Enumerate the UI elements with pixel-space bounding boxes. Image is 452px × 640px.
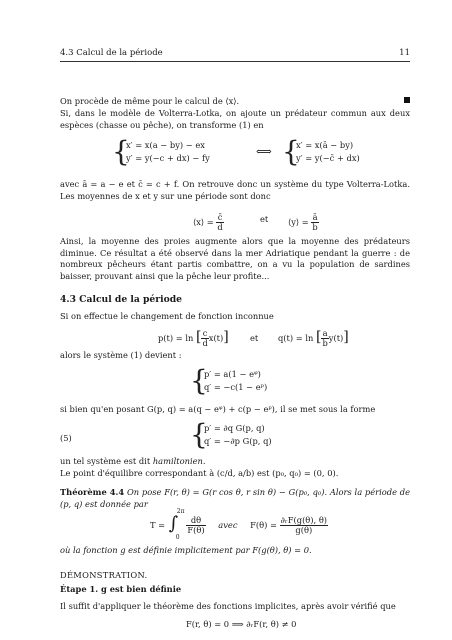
change-p-formula: p(t) = ln [ $\frac{c}{d}$ x(t)]: [158, 328, 229, 348]
period-formula: [150, 508, 328, 541]
period-den: F(θ): [187, 524, 205, 535]
change-q-tail: y(t): [328, 333, 344, 343]
system3-eq2: q′ = −∂p G(p, q): [204, 436, 272, 446]
paragraph-equilibrium: Le point d'équilibre correspondant à (c/d, a/b) est (p₀, q₀) = (0, 0).: [60, 468, 339, 478]
paragraph-predator: Si, dans le modèle de Volterra-Lotka, on ajoute un prédateur commun aux deux espèces (chasse ou pêche), on transforme (1) en: [60, 108, 410, 130]
paragraph-hamiltonian-form: si bien qu'en posant G(p, q) = a(q − eᵠ) + c(p − eᵖ), il se met sous la forme: [60, 404, 376, 414]
mean-y-formula: [288, 213, 319, 232]
change-et: et: [250, 333, 259, 343]
step-1-heading: Étape 1. g est bien définie: [60, 584, 182, 594]
hamiltonian-pre: un tel système est dit: [60, 456, 153, 466]
system1-right-eq1: x′ = x(ā − by): [296, 140, 354, 150]
demonstration-heading: DÉMONSTRATION.: [60, 570, 148, 580]
paragraph-adriatic: Ainsi, la moyenne des proies augmente alors que la moyenne des prédateurs diminue. Ce résultat a été observé dans la mer Adriatique pendant la guerre : de nombreux pêcheurs étant partis combattre, on a vu la population de sardines baisser, prouvant ainsi que la pêche leur profite...: [60, 236, 410, 281]
paragraph-change: Si on effectue le changement de fonction inconnue: [60, 311, 274, 321]
paragraph-system-becomes: alors le système (1) devient :: [60, 350, 182, 360]
f-theta-lhs: F(θ) =: [250, 520, 277, 530]
change-q-formula: q(t) = ln [ $\frac{a}{b}$ y(t)]: [278, 328, 349, 348]
system3-eq1: p′ = ∂q G(p, q): [204, 423, 265, 433]
running-header-section: 4.3 Calcul de la période: [60, 48, 163, 58]
paper-page: [60, 0, 410, 640]
change-q-lhs: q(t) = ln: [278, 333, 314, 343]
paragraph-implicit-theorem: Il suffit d'appliquer le théorème des fonctions implicites, après avoir vérifié que: [60, 601, 396, 611]
theorem-4-4: [60, 487, 410, 510]
left-brace-icon: {: [282, 135, 300, 168]
mean-y-den: b: [312, 222, 318, 232]
qed-square-icon: [404, 97, 410, 103]
system1-right-eq2: y′ = y(−c̄ + dx): [296, 153, 360, 163]
integral-upper-bound: 2π: [176, 508, 185, 515]
change-q-den: b: [322, 338, 328, 348]
hamiltonian-post: .: [202, 456, 206, 466]
change-p-tail: x(t): [208, 333, 224, 343]
page-number: 11: [399, 48, 410, 58]
paragraph-mean-x: On procède de même pour le calcul de ⟨x⟩.: [60, 96, 240, 106]
equation-label-5: (5): [60, 433, 72, 443]
paragraph-volterra: avec ā = a − e et c̄ = c + f. On retrouve donc un système du type Volterra-Lotka. Les moyennes de x et y sur une période sont donc: [60, 179, 410, 201]
f-theta-den: g(θ): [295, 524, 313, 535]
left-brace-icon: {: [190, 364, 208, 397]
theorem-implicit-definition: où la fonction g est définie implicitement par F(g(θ), θ) = 0.: [60, 545, 312, 555]
change-p-num: c: [202, 328, 208, 338]
section-title: 4.3 Calcul de la période: [60, 294, 183, 305]
integral-lower-bound: 0: [175, 534, 180, 541]
left-brace-icon: {: [190, 418, 208, 451]
system1-left-eq1: x′ = x(a − by) − ex: [126, 140, 205, 150]
theorem-statement: On pose F(r, θ) = G(r cos θ, r sin θ) − G(p₀, q₀). Alors la période de (p, q) est donnée par: [60, 487, 410, 509]
system2-eq1: p′ = a(1 − eᵠ): [204, 369, 261, 379]
mean-x-num: c̄: [217, 212, 223, 222]
period-num: dθ: [186, 516, 205, 526]
mean-y-num: ā: [312, 212, 318, 222]
f-theta-num: ∂ᵣF(g(θ), θ): [280, 514, 328, 525]
theorem-label: Théorème 4.4: [60, 487, 125, 497]
integral-sign: ∫: [168, 513, 179, 534]
header-rule: [60, 61, 410, 62]
mean-x-lhs: ⟨x⟩ =: [193, 217, 214, 227]
theorem-avec: avec: [218, 520, 238, 530]
change-q-num: a: [322, 328, 328, 338]
mean-x-formula: [193, 213, 224, 232]
left-brace-icon: {: [112, 135, 130, 168]
change-p-den: d: [202, 338, 208, 348]
mean-x-den: d: [217, 222, 223, 232]
hamiltonian-term: hamiltonien: [152, 456, 203, 466]
system1-left-eq2: y′ = y(−c + dx) − fy: [126, 153, 210, 163]
system2-eq2: q′ = −c(1 − eᵖ): [204, 382, 268, 392]
equivalence-arrow: ⟺: [256, 145, 272, 158]
mean-y-lhs: ⟨y⟩ =: [288, 217, 309, 227]
change-p-lhs: p(t) = ln: [158, 333, 194, 343]
final-equation: F(r, θ) = 0 ⟹ ∂ᵣF(r, θ) ≠ 0: [186, 619, 297, 629]
mean-et: et: [260, 214, 269, 224]
paragraph-hamiltonian: [60, 456, 206, 468]
period-lhs: T =: [150, 520, 166, 530]
